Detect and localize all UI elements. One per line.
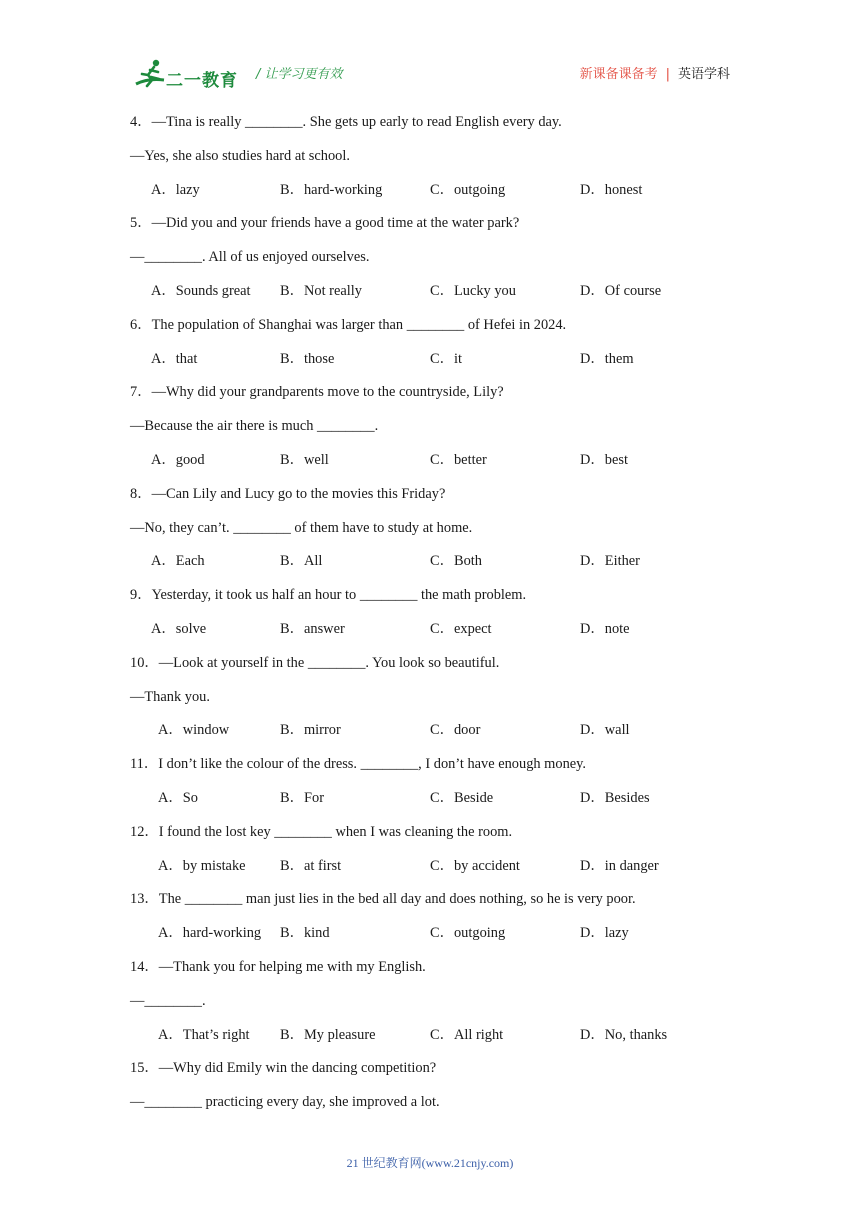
option-b: B．well (280, 451, 329, 468)
question-stem: 7．—Why did your grandparents move to the countryside, Lily? (130, 384, 504, 401)
option-d: D．in danger (580, 857, 659, 874)
question-dialogue-line: —________ practicing every day, she improved a lot. (130, 1094, 440, 1111)
option-d: D．No, thanks (580, 1026, 668, 1043)
options-row (130, 347, 730, 381)
logo-text: 二一教育 (166, 71, 238, 91)
option-d: D．Besides (580, 789, 650, 806)
option-d: D．Of course (580, 282, 662, 299)
question-dialogue-line: —________. All of us enjoyed ourselves. (130, 249, 370, 266)
brand-label: 新课备课备考 (579, 67, 658, 82)
option-b: B．those (280, 350, 335, 367)
option-d: D．lazy (580, 925, 629, 942)
option-b: B．Not really (280, 282, 362, 299)
option-a: A．Each (151, 553, 205, 570)
question-dialogue-line: —No, they can’t. ________ of them have to study at home. (130, 519, 473, 536)
option-c: C．outgoing (430, 181, 506, 198)
question-list (130, 110, 730, 1124)
question-stem: 10．—Look at yourself in the ________. You look so beautiful. (130, 654, 500, 671)
page-header (130, 56, 730, 92)
subject-label: 英语学科 (677, 67, 730, 82)
option-c: C．by accident (430, 857, 520, 874)
option-b: B．mirror (280, 722, 341, 739)
option-c: C．All right (430, 1026, 504, 1043)
options-row (130, 786, 730, 820)
question-stem: 8．—Can Lily and Lucy go to the movies this Friday? (130, 485, 446, 502)
options-row (130, 718, 730, 752)
option-d: D．wall (580, 722, 630, 739)
question-dialogue-line: —Because the air there is much ________. (130, 418, 379, 435)
page-footer: 21 世纪教育网(www.21cnjy.com) (346, 1156, 514, 1170)
options-row (130, 854, 730, 888)
option-c: C．it (430, 350, 462, 367)
options-row (130, 448, 730, 482)
question-dialogue-line: —Yes, she also studies hard at school. (130, 147, 350, 164)
options-row (130, 549, 730, 583)
option-c: C．outgoing (430, 925, 506, 942)
option-b: B．hard-working (280, 181, 383, 198)
slogan: / 让学习更有效 (256, 67, 343, 82)
options-row (130, 921, 730, 955)
option-c: C．Both (430, 553, 482, 570)
option-b: B．My pleasure (280, 1026, 376, 1043)
option-a: A．window (158, 722, 230, 739)
question-stem: 12．I found the lost key ________ when I was cleaning the room. (130, 823, 513, 840)
question-stem: 4．—Tina is really ________. She gets up early to read English every day. (130, 114, 562, 130)
option-a: A．That’s right (158, 1026, 250, 1043)
option-a: A．solve (151, 620, 207, 637)
option-b: B．answer (280, 620, 345, 637)
question-stem: 11．I don’t like the colour of the dress. ________, I don’t have enough money. (130, 756, 587, 773)
option-a: A．by mistake (158, 857, 246, 874)
question-stem: 5．—Did you and your friends have a good time at the water park? (130, 215, 520, 232)
option-a: A．that (151, 350, 198, 367)
options-row (130, 617, 730, 651)
header-separator: | (665, 67, 670, 82)
option-d: D．them (580, 350, 634, 367)
option-a: A．Sounds great (151, 282, 251, 299)
question-dialogue-line: —Thank you. (130, 688, 210, 705)
option-b: B．at first (280, 857, 342, 874)
option-b: B．For (280, 789, 324, 806)
option-c: C．Lucky you (430, 282, 516, 299)
options-row (130, 279, 730, 313)
option-c: C．better (430, 451, 487, 468)
option-a: A．lazy (151, 181, 200, 198)
running-man-icon (134, 58, 168, 92)
logo (130, 58, 242, 92)
option-c: C．Beside (430, 789, 494, 806)
question-stem: 14．—Thank you for helping me with my English. (130, 958, 426, 975)
question-stem: 15．—Why did Emily win the dancing competition? (130, 1060, 437, 1077)
option-a: A．So (158, 789, 198, 806)
option-a: A．hard-working (158, 925, 262, 942)
question-dialogue-line: —________. (130, 992, 206, 1009)
option-d: D．honest (580, 181, 643, 198)
option-b: B．kind (280, 925, 330, 942)
question-stem: 6．The population of Shanghai was larger than ________ of Hefei in 2024. (130, 316, 567, 333)
option-a: A．good (151, 451, 205, 468)
options-row (130, 1023, 730, 1057)
option-b: B．All (280, 553, 323, 570)
options-row (130, 178, 730, 212)
option-d: D．best (580, 451, 628, 468)
option-d: D．Either (580, 553, 640, 570)
option-c: C．door (430, 722, 481, 739)
option-c: C．expect (430, 620, 492, 637)
option-d: D．note (580, 620, 630, 637)
question-stem: 9．Yesterday, it took us half an hour to ________ the math problem. (130, 587, 527, 604)
question-stem: 13．The ________ man just lies in the bed all day and does nothing, so he is very poor. (130, 891, 636, 908)
header-right (580, 63, 730, 82)
